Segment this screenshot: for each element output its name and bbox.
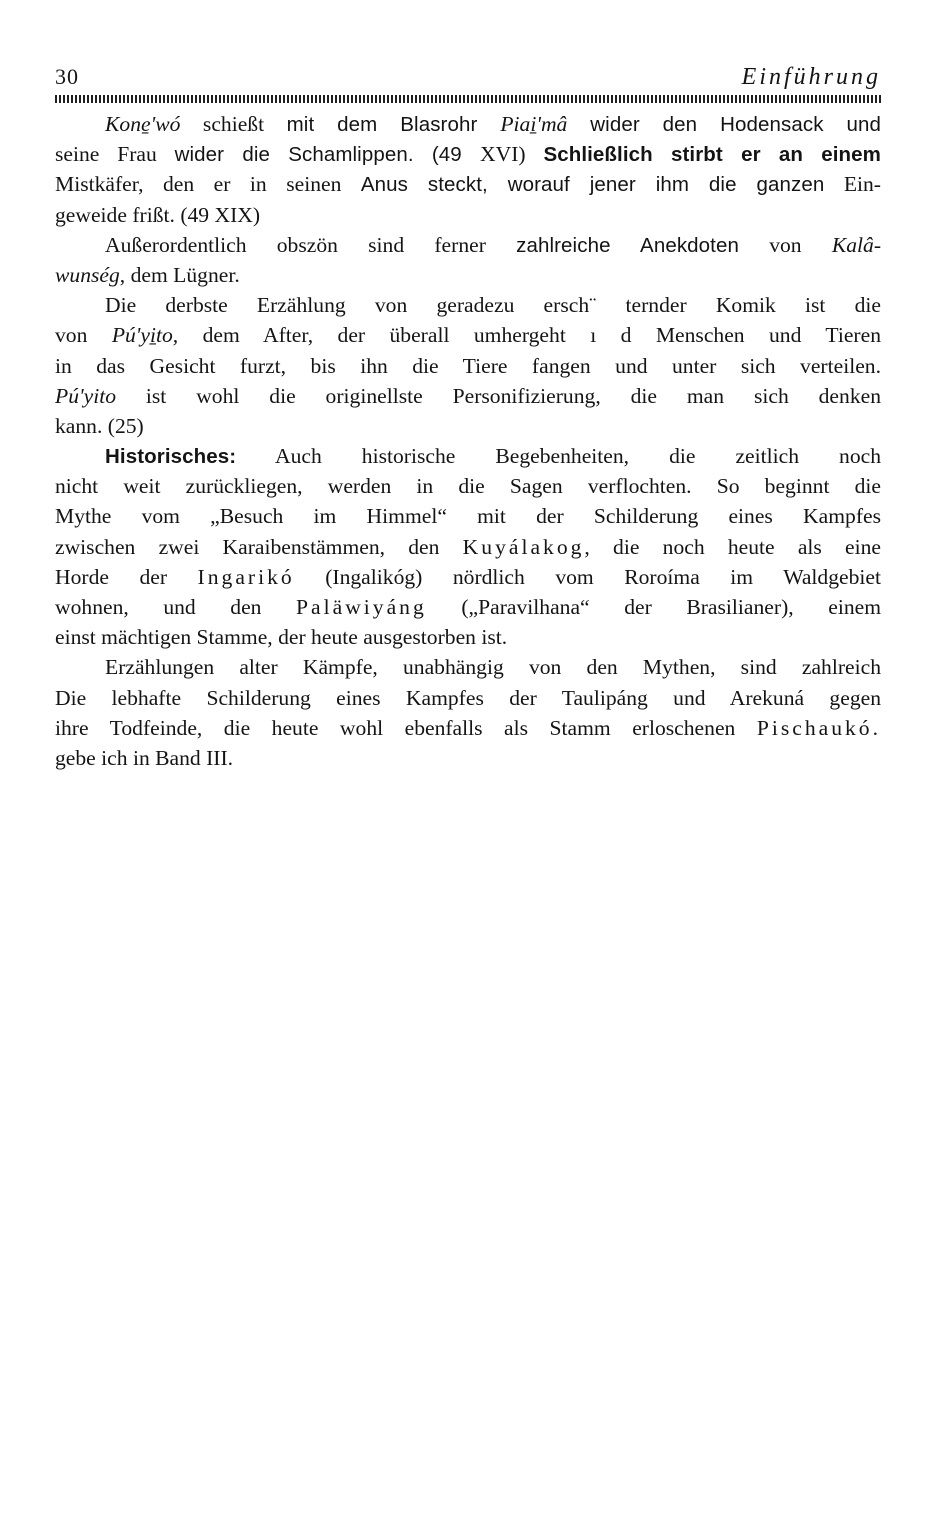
text-line [55, 169, 881, 199]
text-line [55, 200, 881, 230]
text-line [55, 230, 881, 260]
text-segment: gebe ich in Band III. [55, 745, 234, 770]
text-segment: einst mächtigen Stamme, der heute ausgestorben ist. [55, 625, 508, 650]
text-segment: ihre Todfeinde, die heute wohl ebenfalls als Stamm erloschenen [55, 715, 757, 740]
text-segment: von [738, 232, 832, 257]
text-segment: Paläwiyáng [296, 595, 427, 619]
text-segment: Kalâ- [831, 232, 881, 257]
text-segment: Anus steckt, worauf jener ihm die ganzen [360, 173, 825, 197]
text-line [55, 713, 881, 743]
text-line [55, 351, 881, 381]
text-segment: Piai̱'mâ [500, 112, 568, 136]
text-segment: seine Frau [55, 142, 175, 167]
text-line [55, 441, 881, 471]
text-segment: zwischen zwei Karaibenstämmen, den [55, 534, 463, 559]
text-line [55, 109, 881, 139]
text-segment: Erzählungen alter Kämpfe, unabhängig von den Mythen, sind zahlreich [105, 655, 881, 680]
text-segment: schießt [180, 112, 287, 136]
body-text [55, 109, 881, 773]
text-segment: Kone̱'wó [105, 112, 181, 136]
text-segment: Historisches: [105, 445, 237, 469]
text-line [55, 683, 881, 713]
text-segment: XVI) [480, 142, 544, 167]
text-segment: Mistkäfer, den er in seinen [55, 172, 361, 197]
text-segment: (Ingalikóg) nördlich vom Roroíma im Waldgebiet [294, 564, 881, 589]
header-rule [55, 95, 881, 103]
text-segment: Die lebhafte Schilderung eines Kampfes der Taulipáng und Arekuná gegen [55, 685, 881, 710]
text-segment: wider den Hodensack und [567, 113, 881, 136]
text-segment: Schließlich stirbt er an einem [543, 143, 881, 167]
section-title: Einführung [741, 64, 881, 90]
text-segment: („Paravilhana“ der Brasilianer), einem [426, 595, 881, 619]
text-line [55, 622, 881, 652]
text-segment: mit dem Blasrohr [286, 113, 501, 136]
text-segment: Pú'yi̱to, [111, 323, 179, 348]
text-segment: nicht weit zurückliegen, werden in die Sagen verflochten. So beginnt die [55, 474, 881, 499]
text-segment: wohnen, und den [55, 595, 297, 619]
text-line [55, 381, 881, 411]
text-segment: zahlreiche Anekdoten [516, 233, 739, 257]
text-segment: Pú'yito [55, 383, 116, 408]
text-segment: Ein- [824, 172, 881, 197]
text-segment: geweide frißt. (49 XIX) [55, 202, 261, 227]
text-segment: Auch historische Begebenheiten, die zeitlich noch [236, 444, 881, 469]
text-segment: , dem Lügner. [119, 262, 240, 287]
text-line [55, 471, 881, 501]
running-head [55, 64, 881, 94]
text-segment: wider die Schamlippen. (49 [174, 143, 481, 167]
text-segment: Die derbste Erzählung von geradezu ersch¨ ternder Komik ist die [105, 293, 881, 318]
text-segment: Horde der [55, 564, 198, 589]
text-segment: von [55, 323, 112, 348]
text-line [55, 743, 881, 773]
text-segment: kann. (25) [55, 413, 144, 438]
text-line [55, 290, 881, 320]
text-segment: Mythe vom „Besuch im Himmel“ mit der Schilderung eines Kampfes [55, 504, 881, 529]
text-line [55, 411, 881, 441]
text-line [55, 562, 881, 592]
text-line [55, 592, 881, 622]
text-line [55, 320, 881, 350]
text-line [55, 260, 881, 290]
text-segment: Ingarikó [197, 564, 295, 589]
text-segment: wunség [55, 262, 120, 287]
text-segment: in das Gesicht furzt, bis ihn die Tiere fangen und unter sich verteilen. [55, 353, 881, 378]
text-segment: Kuyálakog [462, 534, 585, 559]
text-line [55, 501, 881, 531]
text-segment: ist wohl die originellste Personifizierung, die man sich denken [116, 383, 881, 408]
text-line [55, 139, 881, 169]
text-segment: Pischaukó. [756, 715, 881, 740]
text-segment: Außerordentlich obszön sind ferner [105, 232, 517, 257]
text-line [55, 532, 881, 562]
text-line [55, 652, 881, 682]
text-segment: dem After, der überall umhergeht ı d Menschen und Tieren [178, 323, 881, 348]
page-number: 30 [55, 64, 79, 89]
text-segment: , die noch heute als eine [584, 534, 881, 559]
